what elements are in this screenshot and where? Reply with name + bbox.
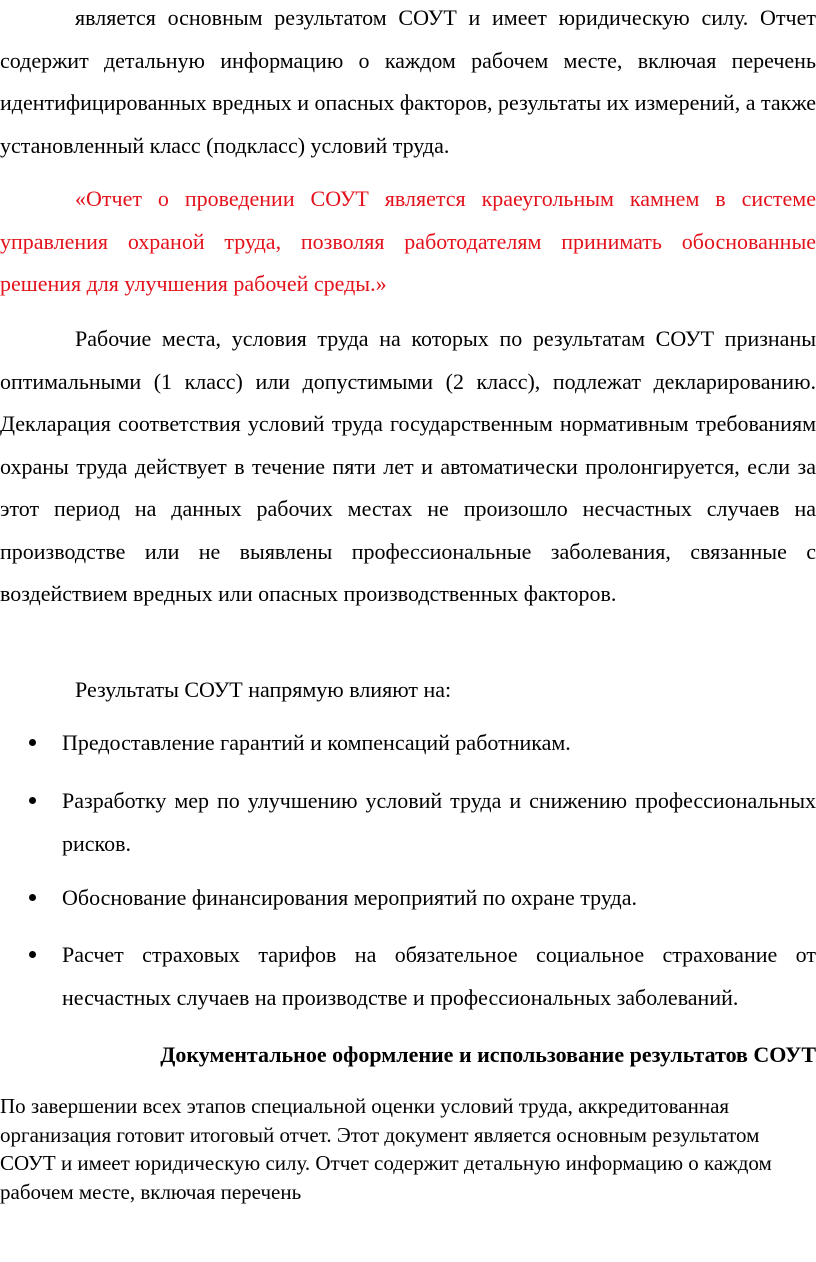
highlighted-quote: «Отчет о проведении СОУТ является краеугольным камнем в системе управления охраной труда, позволяя работодателям принимать обоснованные решения для улучшения рабочей среды.»: [0, 186, 816, 296]
section-heading: Документальное оформление и использование результатов СОУТ: [160, 1042, 816, 1067]
list-item-text: Расчет страховых тарифов на обязательное социальное страхование от несчастных случаев на производстве и профессиональных заболеваний.: [62, 942, 816, 1010]
list-item: [62, 934, 816, 1019]
list-item-text: Разработку мер по улучшению условий труда и снижению профессиональных рисков.: [62, 788, 816, 856]
paragraph-report-legal-force: является основным результатом СОУТ и имеет юридическую силу. Отчет содержит детальную информацию о каждом рабочем месте, включая перечень идентифицированных вредных и опасных факторов, результаты их измерений, а также установленный класс (подкласс) условий труда.: [0, 5, 816, 158]
list-item: [62, 877, 816, 920]
list-item-text: Обоснование финансирования мероприятий по охране труда.: [62, 885, 637, 910]
paragraph-final-report: По завершении всех этапов специальной оценки условий труда, аккредитованная организация готовит итоговый отчет. Этот документ является основным результатом СОУТ и имеет юридическую силу. Отчет содержит детальную информацию о каждом рабочем месте, включая перечень: [0, 1094, 772, 1204]
paragraph-declaration: Рабочие места, условия труда на которых по результатам СОУТ признаны оптимальными (1 класс) или допустимыми (2 класс), подлежат декларированию. Декларация соответствия условий труда государственным нормативным требованиям охраны труда действует в течение пяти лет и автоматически пролонгируется, если за этот период на данных рабочих местах не произошло несчастных случаев на производстве или не выявлены профессиональные заболевания, связанные с воздействием вредных или опасных производственных факторов.: [0, 326, 816, 606]
paragraph-results-influence-intro: Результаты СОУТ напрямую влияют на:: [75, 677, 452, 702]
bullet-icon: [29, 739, 36, 746]
list-item: [62, 722, 816, 765]
bullet-icon: [29, 894, 36, 901]
list-item-text: Предоставление гарантий и компенсаций работникам.: [62, 730, 571, 755]
bullet-icon: [29, 951, 36, 958]
bullet-icon: [29, 797, 36, 804]
list-item: [62, 780, 816, 865]
